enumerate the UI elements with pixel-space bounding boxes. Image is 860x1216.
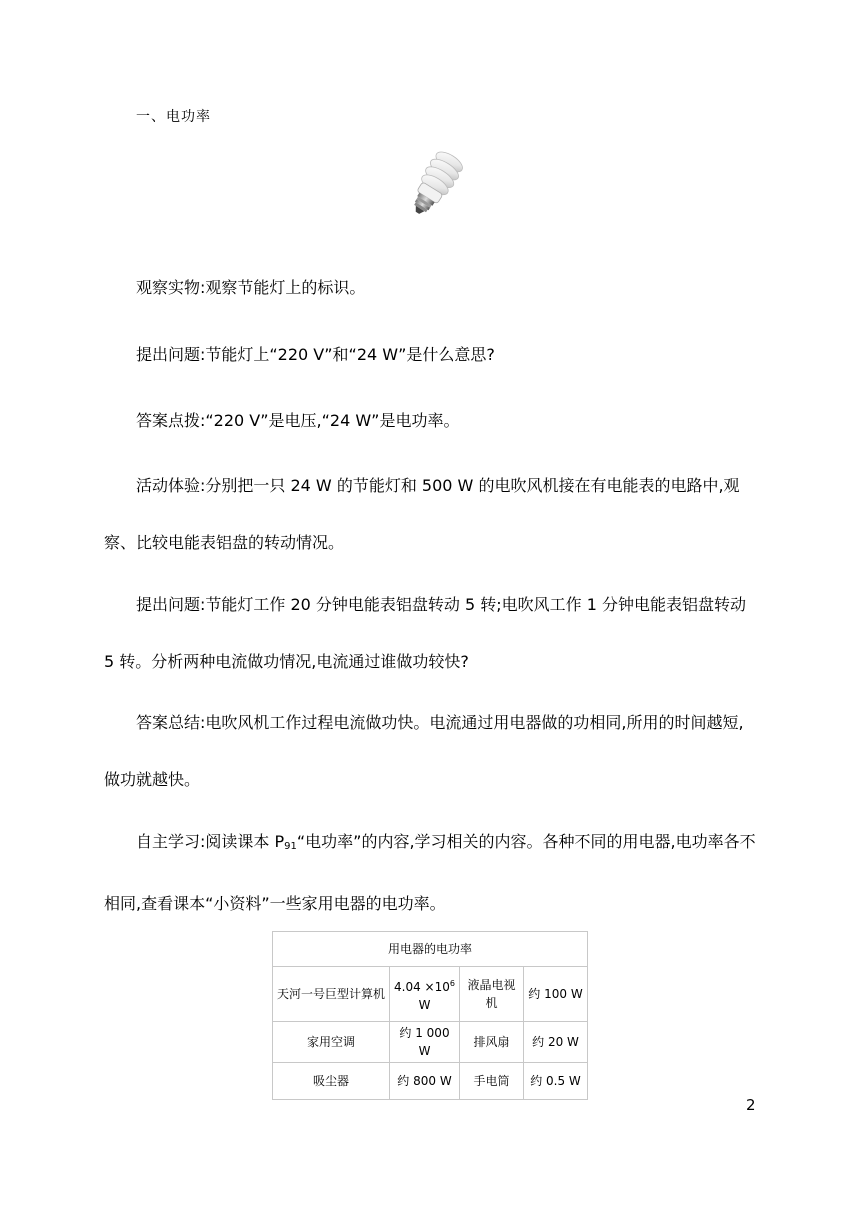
appliance-name: 液晶电视机 <box>460 967 524 1022</box>
paragraph-question-1: 提出问题:节能灯上“220 V”和“24 W”是什么意思? <box>136 345 495 364</box>
appliance-power: 约 800 W <box>390 1063 460 1100</box>
section-heading: 一、电功率 <box>136 109 211 125</box>
appliance-name: 天河一号巨型计算机 <box>273 967 390 1022</box>
appliance-name: 排风扇 <box>460 1022 524 1063</box>
energy-saving-bulb-image <box>404 150 490 230</box>
table-row <box>273 1063 588 1100</box>
paragraph-self-study: 自主学习:阅读课本 $P_{91}“$电功率”的内容,学习相关的内容。各种不同的用电器,电功率各不相同,查看课本“小资料”一些家用电器的电功率。 <box>104 832 756 913</box>
page-number: 2 <box>746 1096 756 1114</box>
paragraph-activity: 活动体验:分别把一只 24 W 的节能灯和 500 W 的电吹风机接在有电能表的电路中,观察、比较电能表铝盘的转动情况。 <box>104 476 740 552</box>
table-caption: 用电器的电功率 <box>273 932 588 967</box>
appliance-power: 约 100 W <box>524 967 588 1022</box>
appliance-power: $4.04 \times 10^6$ W <box>390 967 460 1022</box>
appliance-name: 手电筒 <box>460 1063 524 1100</box>
table-row <box>273 967 588 1022</box>
appliance-power: 约 0.5 W <box>524 1063 588 1100</box>
appliance-name: 家用空调 <box>273 1022 390 1063</box>
paragraph-answer-1: 答案点拨:“220 V”是电压,“24 W”是电功率。 <box>136 411 460 430</box>
appliance-power: 约 1 000 W <box>390 1022 460 1063</box>
paragraph-observe: 观察实物:观察节能灯上的标识。 <box>136 278 366 297</box>
table-row <box>273 1022 588 1063</box>
appliance-power-table <box>272 931 588 1100</box>
paragraph-question-2: 提出问题:节能灯工作 20 分钟电能表铝盘转动 5 转;电吹风工作 1 分钟电能表铝盘转动 5 转。分析两种电流做功情况,电流通过谁做功较快? <box>104 595 747 671</box>
appliance-power: 约 20 W <box>524 1022 588 1063</box>
appliance-name: 吸尘器 <box>273 1063 390 1100</box>
paragraph-summary: 答案总结:电吹风机工作过程电流做功快。电流通过用电器做的功相同,所用的时间越短,做功就越快。 <box>104 713 744 789</box>
